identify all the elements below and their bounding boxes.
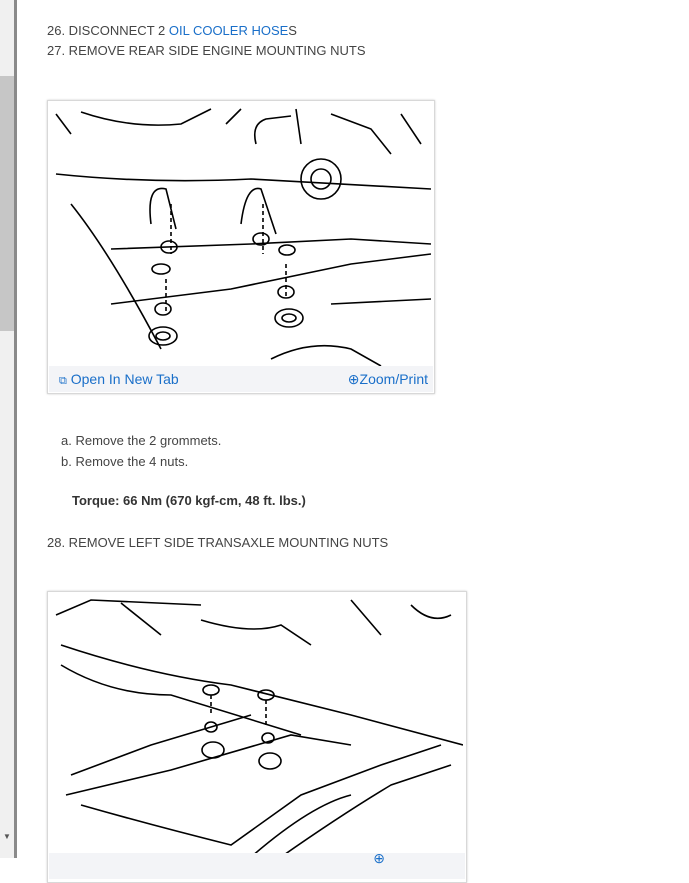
oil-cooler-hose-link[interactable]: OIL COOLER HOSE	[168, 23, 289, 38]
scrollbar-thumb[interactable]	[0, 76, 14, 331]
step-26	[47, 23, 297, 38]
open-label: Open In New Tab	[70, 371, 179, 387]
figure-toolbar-2	[49, 850, 465, 879]
scroll-down-arrow-icon[interactable]: ▼	[3, 832, 11, 841]
transaxle-mount-diagram	[51, 595, 463, 857]
zoom-in-icon: ⊕	[347, 371, 360, 387]
vertical-scrollbar[interactable]	[0, 0, 14, 858]
step-26-suffix: S	[288, 23, 297, 38]
open-new-tab-icon: ⧉	[59, 375, 67, 387]
step-27: 27. REMOVE REAR SIDE ENGINE MOUNTING NUTS	[47, 43, 366, 58]
step-28: 28. REMOVE LEFT SIDE TRANSAXLE MOUNTING NUTS	[47, 535, 389, 550]
figure-toolbar	[49, 366, 433, 392]
open-in-new-tab-button[interactable]	[59, 371, 179, 388]
torque-spec: Torque: 66 Nm (670 kgf-cm, 48 ft. lbs.)	[72, 493, 306, 508]
panel-border	[14, 0, 17, 858]
engine-mount-diagram	[51, 104, 431, 366]
zoom-label: Zoom/Print	[359, 371, 428, 387]
sub-step-b: b. Remove the 4 nuts.	[61, 454, 189, 469]
step-26-text: 26. DISCONNECT 2	[47, 23, 169, 38]
zoom-print-button[interactable]	[348, 371, 428, 388]
figure-engine-mount	[47, 100, 435, 394]
sub-step-a: a. Remove the 2 grommets.	[61, 433, 222, 448]
figure-transaxle-mount	[47, 591, 467, 883]
zoom-in-icon: ⊕	[373, 850, 385, 866]
zoom-print-button-2[interactable]	[373, 850, 385, 867]
